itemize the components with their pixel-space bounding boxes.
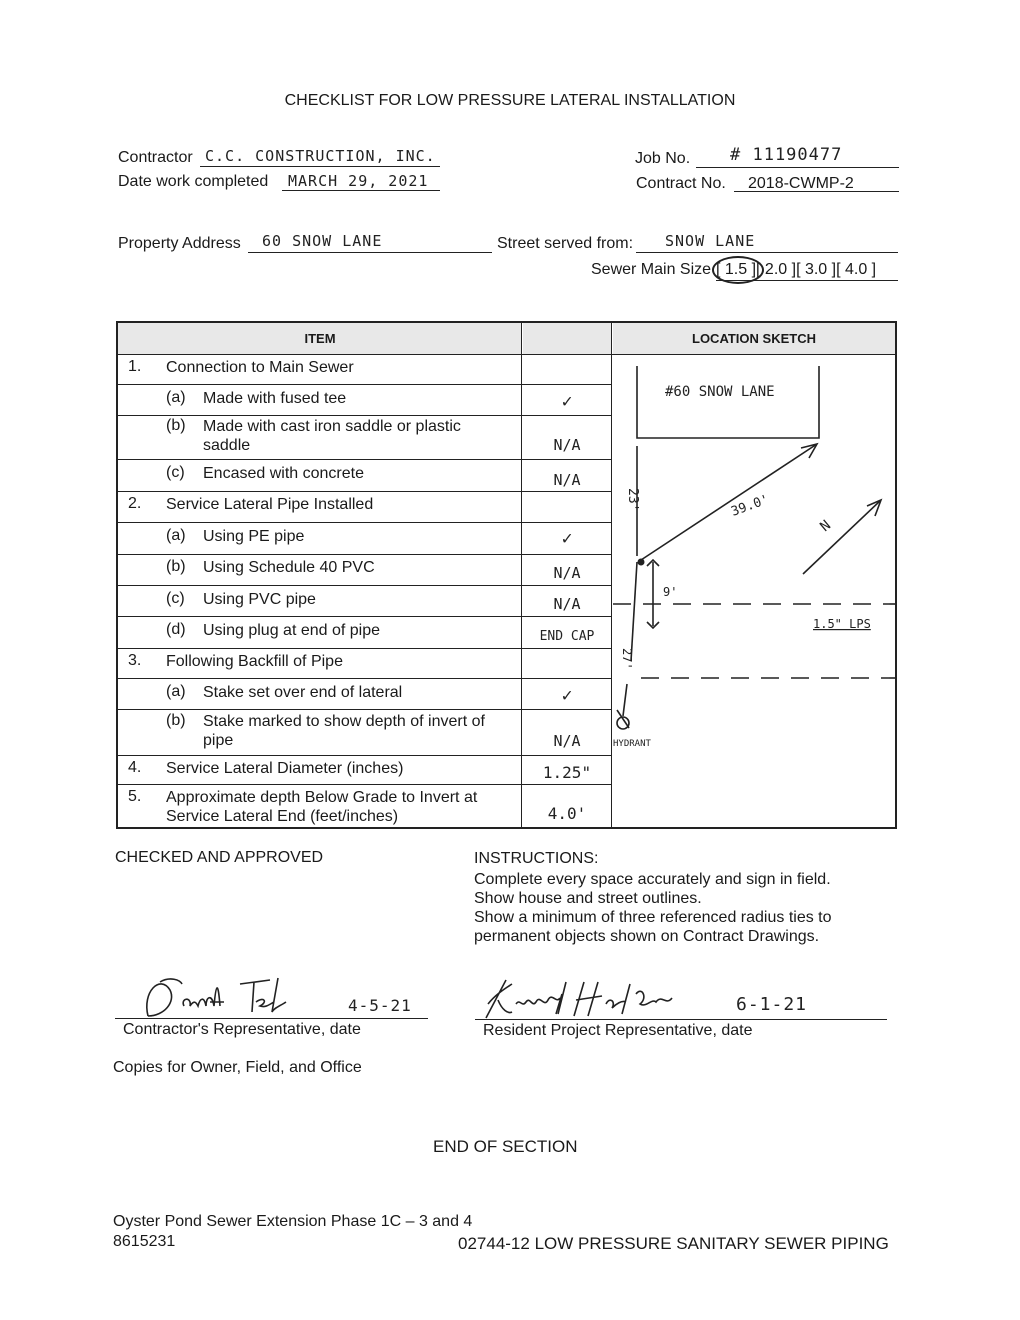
row-label: Using Schedule 40 PVC bbox=[203, 559, 375, 576]
row-divider bbox=[611, 354, 897, 355]
row-check-value[interactable]: N/A bbox=[553, 471, 581, 489]
contractor-sign-date[interactable]: 4-5-21 bbox=[348, 996, 412, 1015]
row-check-value[interactable]: 1.25" bbox=[542, 763, 592, 782]
contractor-label: Contractor bbox=[118, 149, 193, 166]
size-option-2-0[interactable]: [ 2.0 ] bbox=[756, 261, 797, 278]
row-divider bbox=[118, 491, 612, 492]
row-label: Using plug at end of pipe bbox=[203, 622, 381, 639]
sketch-dim-27: 27' bbox=[620, 648, 634, 670]
row-label: Following Backfill of Pipe bbox=[166, 653, 343, 670]
street-served-field[interactable]: SNOW LANE bbox=[665, 232, 756, 250]
end-of-section: END OF SECTION bbox=[433, 1137, 578, 1156]
job-no-field[interactable]: # 11190477 bbox=[730, 145, 843, 165]
row-check-value[interactable]: 4.0' bbox=[547, 804, 587, 823]
date-completed-field[interactable]: MARCH 29, 2021 bbox=[288, 172, 429, 190]
row-number: 3. bbox=[128, 652, 142, 669]
contractor-signature bbox=[140, 972, 300, 1022]
sketch-house-label: #60 SNOW LANE bbox=[665, 384, 775, 400]
row-check-value[interactable]: END CAP bbox=[539, 629, 595, 644]
size-option-1-5[interactable]: [ 1.5 ] bbox=[716, 261, 757, 278]
lateral-line bbox=[631, 562, 637, 661]
row-label: Service Lateral Diameter (inches) bbox=[166, 760, 404, 777]
copies-note: Copies for Owner, Field, and Office bbox=[113, 1059, 362, 1076]
instructions-list bbox=[474, 870, 832, 946]
row-label: Using PE pipe bbox=[203, 528, 305, 545]
sketch-dim-23: 23' bbox=[625, 488, 640, 512]
house-outline bbox=[637, 366, 819, 438]
row-label: Approximate depth Below Grade to Invert at Service Lateral End (feet/inches) bbox=[166, 789, 478, 825]
row-divider bbox=[118, 384, 612, 385]
row-divider bbox=[118, 616, 612, 617]
property-address-field[interactable]: 60 SNOW LANE bbox=[262, 232, 383, 250]
resident-rep-label: Resident Project Representative, date bbox=[483, 1022, 753, 1039]
hydrant-tie bbox=[623, 684, 627, 716]
row-divider bbox=[118, 459, 612, 460]
row-check-value[interactable]: N/A bbox=[553, 436, 581, 454]
row-label: Made with cast iron saddle or plastic saddle bbox=[203, 418, 461, 454]
row-divider bbox=[118, 554, 612, 555]
row-divider bbox=[118, 354, 612, 355]
row-divider bbox=[118, 678, 612, 679]
row-number: (a) bbox=[166, 683, 186, 700]
row-check-value[interactable]: N/A bbox=[553, 564, 581, 582]
row-number: 1. bbox=[128, 358, 142, 375]
sewer-main-size-label: Sewer Main Size bbox=[591, 261, 712, 278]
contractor-field[interactable]: C.C. CONSTRUCTION, INC. bbox=[205, 147, 436, 165]
row-number: (b) bbox=[166, 417, 186, 434]
sketch-north: N bbox=[817, 517, 835, 536]
row-label: Encased with concrete bbox=[203, 465, 364, 482]
instruction-line: Show house and street outlines. bbox=[474, 890, 702, 907]
row-check-value[interactable]: ✓ bbox=[561, 685, 573, 706]
checked-approved: CHECKED AND APPROVED bbox=[115, 849, 324, 866]
row-label: Connection to Main Sewer bbox=[166, 359, 354, 376]
row-divider bbox=[118, 415, 612, 416]
row-divider bbox=[118, 648, 612, 649]
row-label: Stake marked to show depth of invert of pipe bbox=[203, 713, 485, 749]
sketch-column-header: LOCATION SKETCH bbox=[613, 323, 895, 354]
tie-line-39 bbox=[641, 444, 817, 560]
project-name: Oyster Pond Sewer Extension Phase 1C – 3 and 4 bbox=[113, 1213, 473, 1230]
date-completed-label: Date work completed bbox=[118, 173, 269, 190]
contract-no-field[interactable]: 2018-CWMP-2 bbox=[748, 175, 854, 192]
street-served-label: Street served from: bbox=[497, 235, 634, 252]
item-column-header: ITEM bbox=[118, 323, 522, 354]
row-divider bbox=[118, 784, 612, 785]
row-divider bbox=[118, 522, 612, 523]
row-check-value[interactable]: N/A bbox=[553, 595, 581, 613]
size-option-4-0[interactable]: [ 4.0 ] bbox=[836, 261, 877, 278]
instruction-line: permanent objects shown on Contract Drawings. bbox=[474, 928, 820, 945]
row-label: Using PVC pipe bbox=[203, 591, 316, 608]
resident-sign-date[interactable]: 6-1-21 bbox=[736, 994, 808, 1015]
section-title: 02744-12 LOW PRESSURE SANITARY SEWER PIPING bbox=[458, 1234, 889, 1253]
project-number: 8615231 bbox=[113, 1233, 176, 1250]
row-number: 5. bbox=[128, 788, 142, 805]
row-divider bbox=[118, 585, 612, 586]
lateral-end-point bbox=[638, 559, 645, 566]
job-no-label: Job No. bbox=[635, 150, 691, 167]
row-check-value[interactable]: ✓ bbox=[561, 391, 573, 412]
row-number: (b) bbox=[166, 712, 186, 729]
row-label: Stake set over end of lateral bbox=[203, 684, 403, 701]
row-label: Made with fused tee bbox=[203, 390, 347, 407]
row-check-value[interactable]: ✓ bbox=[561, 528, 573, 549]
check-column-header bbox=[523, 323, 612, 354]
size-option-3-0[interactable]: [ 3.0 ] bbox=[796, 261, 837, 278]
sketch-dim-39: 39.0' bbox=[729, 492, 772, 520]
north-arrow-line bbox=[803, 500, 881, 574]
sketch-hydrant-label: HYDRANT bbox=[613, 739, 651, 749]
row-divider bbox=[118, 709, 612, 710]
instructions-title: INSTRUCTIONS: bbox=[474, 850, 599, 867]
property-address-label: Property Address bbox=[118, 235, 241, 252]
row-check-value[interactable]: N/A bbox=[553, 732, 581, 750]
row-label: Service Lateral Pipe Installed bbox=[166, 496, 374, 513]
instruction-line: Complete every space accurately and sign in field. bbox=[474, 871, 831, 888]
contractor-rep-label: Contractor's Representative, date bbox=[123, 1021, 361, 1038]
row-divider bbox=[118, 755, 612, 756]
sketch-pipe-label: 1.5" LPS bbox=[813, 617, 871, 631]
row-number: (a) bbox=[166, 389, 186, 406]
row-number: (a) bbox=[166, 527, 186, 544]
row-number: (c) bbox=[166, 590, 185, 607]
row-number: (c) bbox=[166, 464, 185, 481]
row-number: (b) bbox=[166, 558, 186, 575]
sketch-dim-9: 9' bbox=[663, 585, 678, 599]
page-title: CHECKLIST FOR LOW PRESSURE LATERAL INSTALLATION bbox=[284, 92, 736, 109]
location-sketch bbox=[613, 356, 895, 827]
resident-signature bbox=[476, 974, 736, 1022]
instruction-line: Show a minimum of three referenced radius ties to bbox=[474, 909, 832, 926]
row-number: 4. bbox=[128, 759, 142, 776]
checklist-table bbox=[116, 321, 897, 829]
row-number: (d) bbox=[166, 621, 186, 638]
row-number: 2. bbox=[128, 495, 142, 512]
contract-no-label: Contract No. bbox=[636, 175, 726, 192]
